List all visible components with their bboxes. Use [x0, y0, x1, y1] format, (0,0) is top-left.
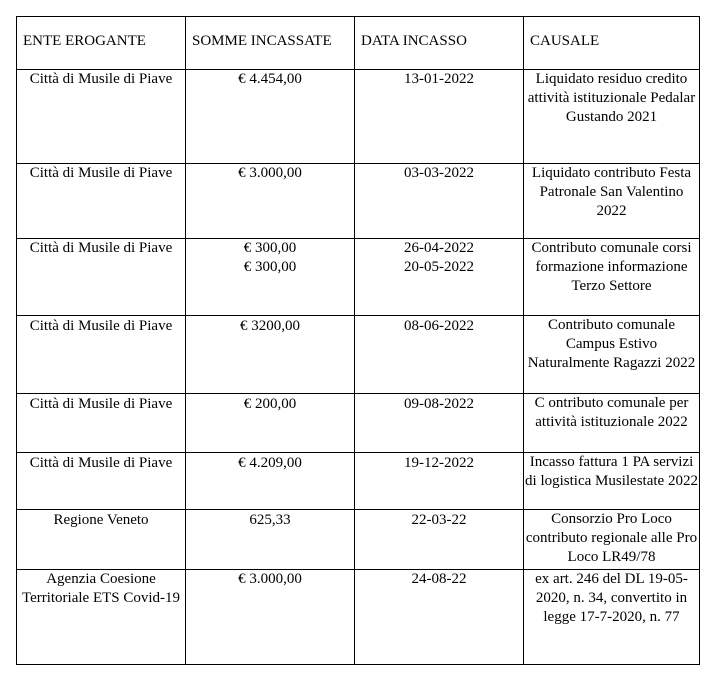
ente-cell: Città di Musile di Piave — [17, 239, 186, 316]
ente-cell: Città di Musile di Piave — [17, 316, 186, 394]
income-table — [16, 16, 700, 665]
date-value: 08-06-2022 — [404, 318, 474, 334]
table-row — [17, 164, 700, 239]
somme-cell — [186, 164, 355, 239]
table-header-row — [17, 17, 700, 70]
somme-cell — [186, 453, 355, 510]
causale-cell: Contributo comunale Campus Estivo Naturalmente Ragazzi 2022 — [524, 316, 700, 394]
somme-cell — [186, 510, 355, 570]
somme-cell — [186, 570, 355, 665]
table-row — [17, 70, 700, 164]
amount-value: € 3.000,00 — [238, 165, 302, 181]
table-row — [17, 570, 700, 665]
ente-cell: Città di Musile di Piave — [17, 70, 186, 164]
amount-value: € 300,00 — [243, 259, 297, 275]
data-cell — [355, 510, 524, 570]
header-somme-incassate: SOMME INCASSATE — [186, 17, 355, 70]
table-row — [17, 510, 700, 570]
header-ente-erogante: ENTE EROGANTE — [17, 17, 186, 70]
amount-value: € 4.454,00 — [238, 71, 302, 87]
data-cell — [355, 394, 524, 453]
causale-cell: Contributo comunale corsi formazione informazione Terzo Settore — [524, 239, 700, 316]
amount-value: € 300,00 — [243, 240, 297, 256]
date-value: 24-08-22 — [411, 571, 467, 587]
somme-cell — [186, 394, 355, 453]
causale-cell: Liquidato residuo credito attività istituzionale Pedalar Gustando 2021 — [524, 70, 700, 164]
somme-cell — [186, 316, 355, 394]
data-cell — [355, 316, 524, 394]
causale-cell: ex art. 246 del DL 19-05-2020, n. 34, convertito in legge 17-7-2020, n. 77 — [524, 570, 700, 665]
causale-cell: Incasso fattura 1 PA servizi di logistica Musilestate 2022 — [524, 453, 700, 510]
causale-cell: Liquidato contributo Festa Patronale San Valentino 2022 — [524, 164, 700, 239]
date-value: 03-03-2022 — [404, 165, 474, 181]
ente-cell: Città di Musile di Piave — [17, 453, 186, 510]
date-value: 09-08-2022 — [404, 396, 474, 412]
ente-cell: Città di Musile di Piave — [17, 394, 186, 453]
data-cell — [355, 239, 524, 316]
ente-cell: Regione Veneto — [17, 510, 186, 570]
date-value: 13-01-2022 — [404, 71, 474, 87]
amount-value: 625,33 — [249, 512, 291, 528]
table-row — [17, 316, 700, 394]
ente-cell: Città di Musile di Piave — [17, 164, 186, 239]
data-cell — [355, 70, 524, 164]
date-value: 22-03-22 — [411, 512, 467, 528]
table-row — [17, 394, 700, 453]
date-value: 19-12-2022 — [404, 455, 474, 471]
data-cell — [355, 453, 524, 510]
causale-cell: C ontributo comunale per attività istituzionale 2022 — [524, 394, 700, 453]
amount-value: € 3.000,00 — [238, 571, 302, 587]
data-cell — [355, 570, 524, 665]
amount-value: € 200,00 — [243, 396, 297, 412]
amount-value: € 4.209,00 — [238, 455, 302, 471]
causale-cell: Consorzio Pro Loco contributo regionale alle Pro Loco LR49/78 — [524, 510, 700, 570]
date-value: 20-05-2022 — [404, 259, 474, 275]
header-data-incasso: DATA INCASSO — [355, 17, 524, 70]
ente-cell: Agenzia Coesione Territoriale ETS Covid-19 — [17, 570, 186, 665]
date-value: 26-04-2022 — [404, 240, 474, 256]
amount-value: € 3200,00 — [240, 318, 300, 334]
table-row — [17, 239, 700, 316]
data-cell — [355, 164, 524, 239]
table-row — [17, 453, 700, 510]
header-causale: CAUSALE — [524, 17, 700, 70]
somme-cell — [186, 239, 355, 316]
somme-cell — [186, 70, 355, 164]
